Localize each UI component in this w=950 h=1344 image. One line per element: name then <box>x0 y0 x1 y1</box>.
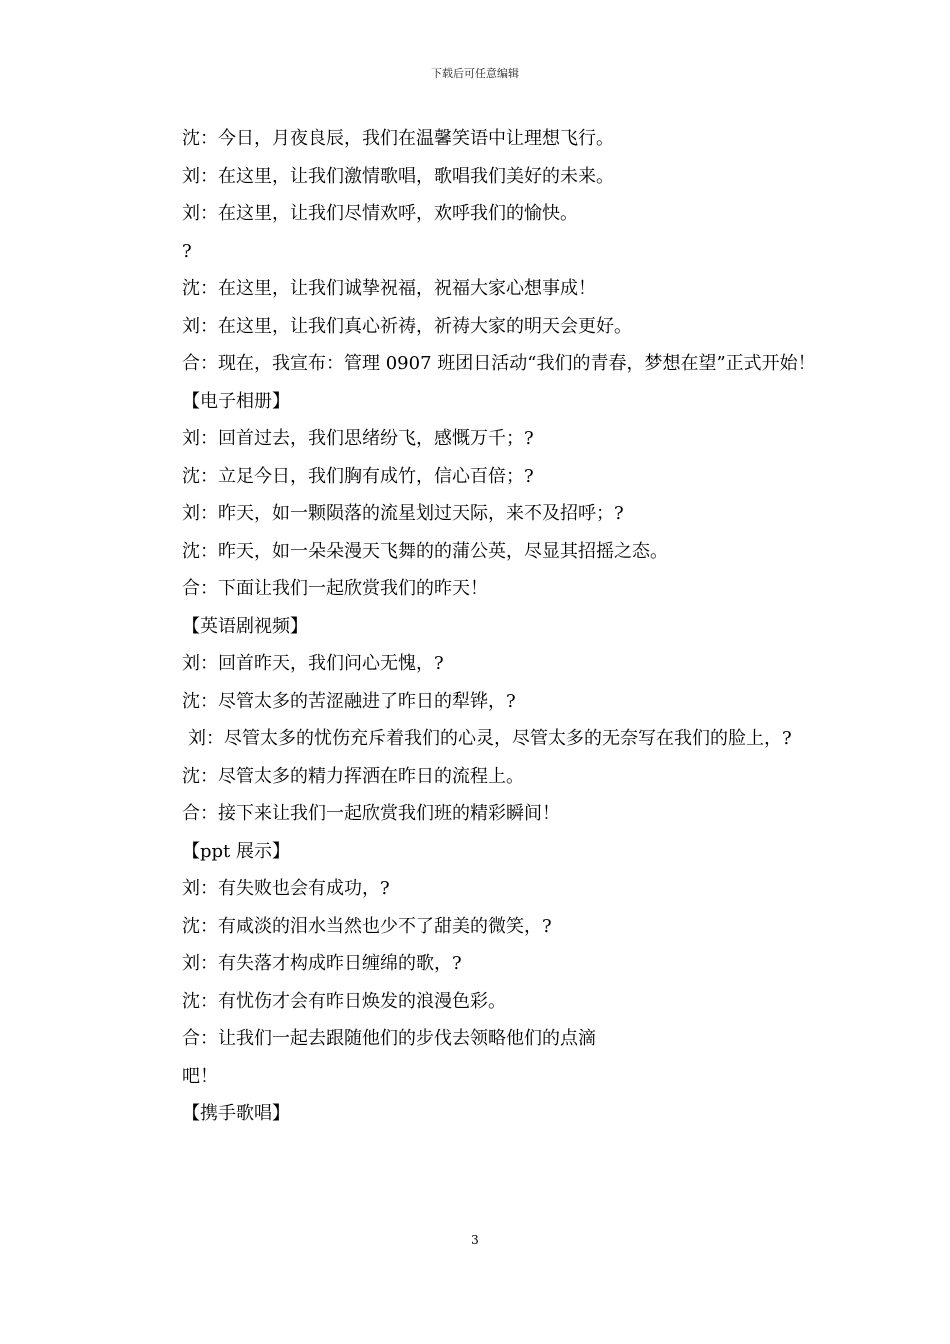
section-heading: 【英语剧视频】 <box>182 615 308 637</box>
dialogue-line: 合：现在，我宣布：管理 0907 班团日活动“我们的青春，梦想在望”正式开始！ <box>182 353 816 374</box>
page-header: 下载后可任意编辑 <box>431 67 519 80</box>
dialogue-line: ? <box>182 240 192 262</box>
page-number: 3 <box>471 1233 479 1247</box>
section-heading: 【携手歌唱】 <box>182 1103 290 1124</box>
dialogue-line: 沈：在这里，让我们诚挚祝福，祝福大家心想事成！ <box>182 278 596 299</box>
dialogue-line: 刘：回首过去，我们思绪纷飞，感慨万千；? <box>182 428 534 449</box>
section-heading: 【电子相册】 <box>182 390 290 412</box>
dialogue-line: 沈：尽管太多的精力挥洒在昨日的流程上。 <box>182 765 524 787</box>
document-body <box>144 120 816 1133</box>
dialogue-line: 合：让我们一起去跟随他们的步伐去领略他们的点滴 <box>182 1028 596 1049</box>
dialogue-line: 沈：昨天，如一朵朵漫天飞舞的的蒲公英，尽显其招摇之态。 <box>182 540 668 562</box>
dialogue-line: 沈：立足今日，我们胸有成竹，信心百倍；? <box>182 465 534 487</box>
dialogue-line: 合：接下来让我们一起欣赏我们班的精彩瞬间！ <box>182 803 560 824</box>
dialogue-line: 刘：有失落才构成昨日缠绵的歌，? <box>182 953 462 974</box>
dialogue-line: 刘：在这里，让我们尽情欢呼，欢呼我们的愉快。 <box>182 203 578 224</box>
dialogue-line: 刘：在这里，让我们真心祈祷，祈祷大家的明天会更好。 <box>182 315 632 337</box>
dialogue-line: 刘：昨天，如一颗陨落的流星划过天际，来不及招呼；? <box>182 503 624 524</box>
dialogue-line: 沈：有咸淡的泪水当然也少不了甜美的微笑，? <box>182 915 552 937</box>
dialogue-line: 刘：有失败也会有成功，? <box>182 878 390 899</box>
dialogue-line: 沈：有忧伤才会有昨日焕发的浪漫色彩。 <box>182 990 506 1012</box>
section-heading: 【ppt 展示】 <box>182 840 290 862</box>
dialogue-line: 刘：尽管太多的忧伤充斥着我们的心灵，尽管太多的无奈写在我们的脸上，? <box>188 728 792 749</box>
dialogue-line: 沈：尽管太多的苦涩融进了昨日的犁铧，? <box>182 690 516 712</box>
dialogue-line: 刘：回首昨天，我们问心无愧，? <box>182 653 444 674</box>
dialogue-line: 吧！ <box>182 1065 218 1087</box>
dialogue-line: 沈：今日，月夜良辰，我们在温馨笑语中让理想飞行。 <box>182 128 614 149</box>
dialogue-line: 合：下面让我们一起欣赏我们的昨天！ <box>182 578 488 599</box>
dialogue-line: 刘：在这里，让我们激情歌唱，歌唱我们美好的未来。 <box>182 165 614 187</box>
